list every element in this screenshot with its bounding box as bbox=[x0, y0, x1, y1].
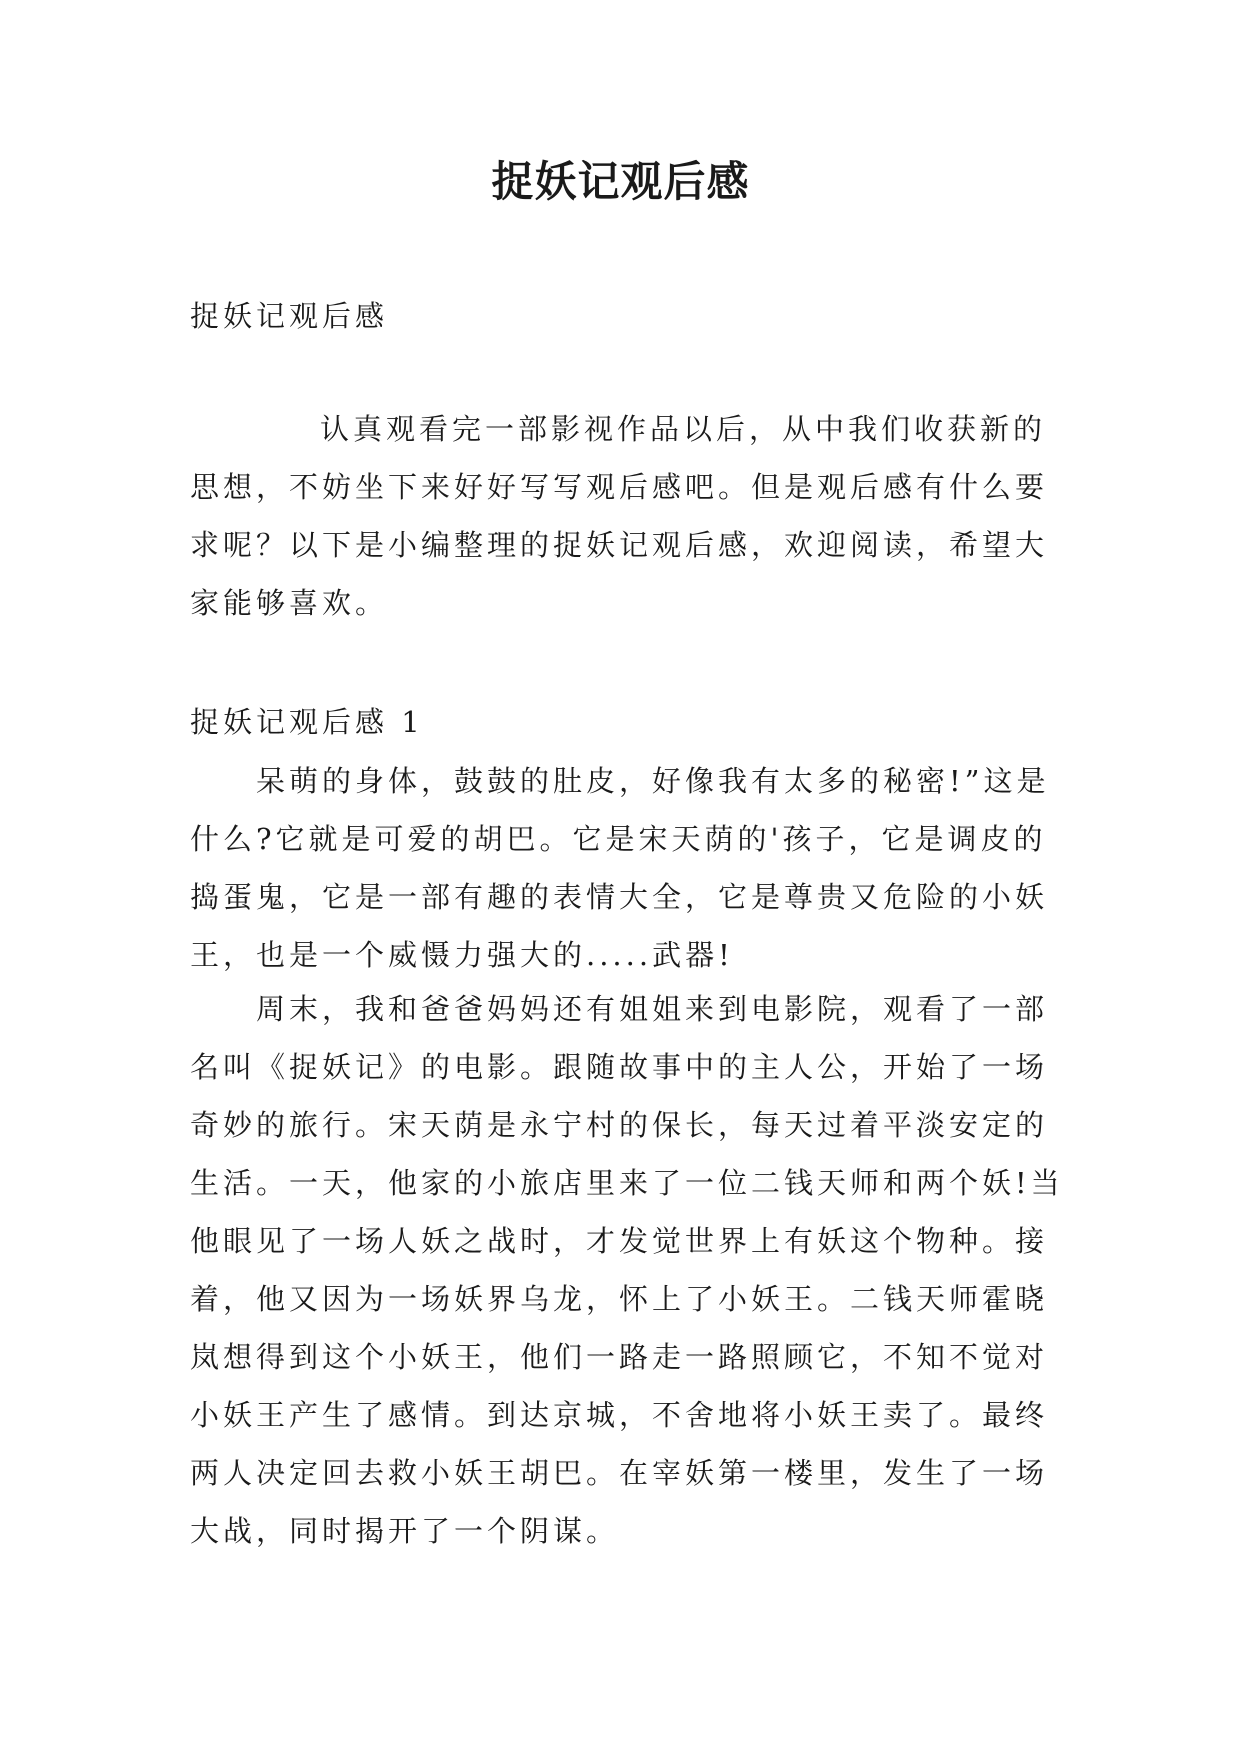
document-title: 捉妖记观后感 bbox=[491, 157, 750, 206]
document-subtitle: 捉妖记观后感 bbox=[190, 299, 389, 333]
section-heading: 捉妖记观后感 1 bbox=[190, 705, 424, 739]
body-paragraph-2: 周末，我和爸爸妈妈还有姐姐来到电影院，观看了一部名叫《捉妖记》的电影。跟随故事中的主人公，开始了一场奇妙的旅行。宋天荫是永宁村的保长，每天过着平淡安定的生活。一天，他家的小旅店里来了一位二钱天师和两个妖!当他眼见了一场人妖之战时，才发觉世界上有妖这个物种。接着，他又因为一场妖界乌龙，怀上了小妖王。二钱天师霍晓岚想得到这个小妖王，他们一路走一路照顾它，不知不觉对小妖王产生了感情。到达京城，不舍地将小妖王卖了。最终两人决定回去救小妖王胡巴。在宰妖第一楼里，发生了一场大战，同时揭开了一个阴谋。 bbox=[190, 992, 1064, 1548]
intro-paragraph: 认真观看完一部影视作品以后，从中我们收获新的思想，不妨坐下来好好写写观后感吧。但是观后感有什么要求呢？以下是小编整理的捉妖记观后感，欢迎阅读，希望大家能够喜欢。 bbox=[190, 412, 1049, 620]
body-paragraph-1: 呆萌的身体，鼓鼓的肚皮，好像我有太多的秘密!”这是什么?它就是可爱的胡巴。它是宋天荫的'孩子，它是调皮的捣蛋鬼，它是一部有趣的表情大全，它是尊贵又危险的小妖王，也是一个威慑力强大的.....武器! bbox=[190, 764, 1050, 972]
